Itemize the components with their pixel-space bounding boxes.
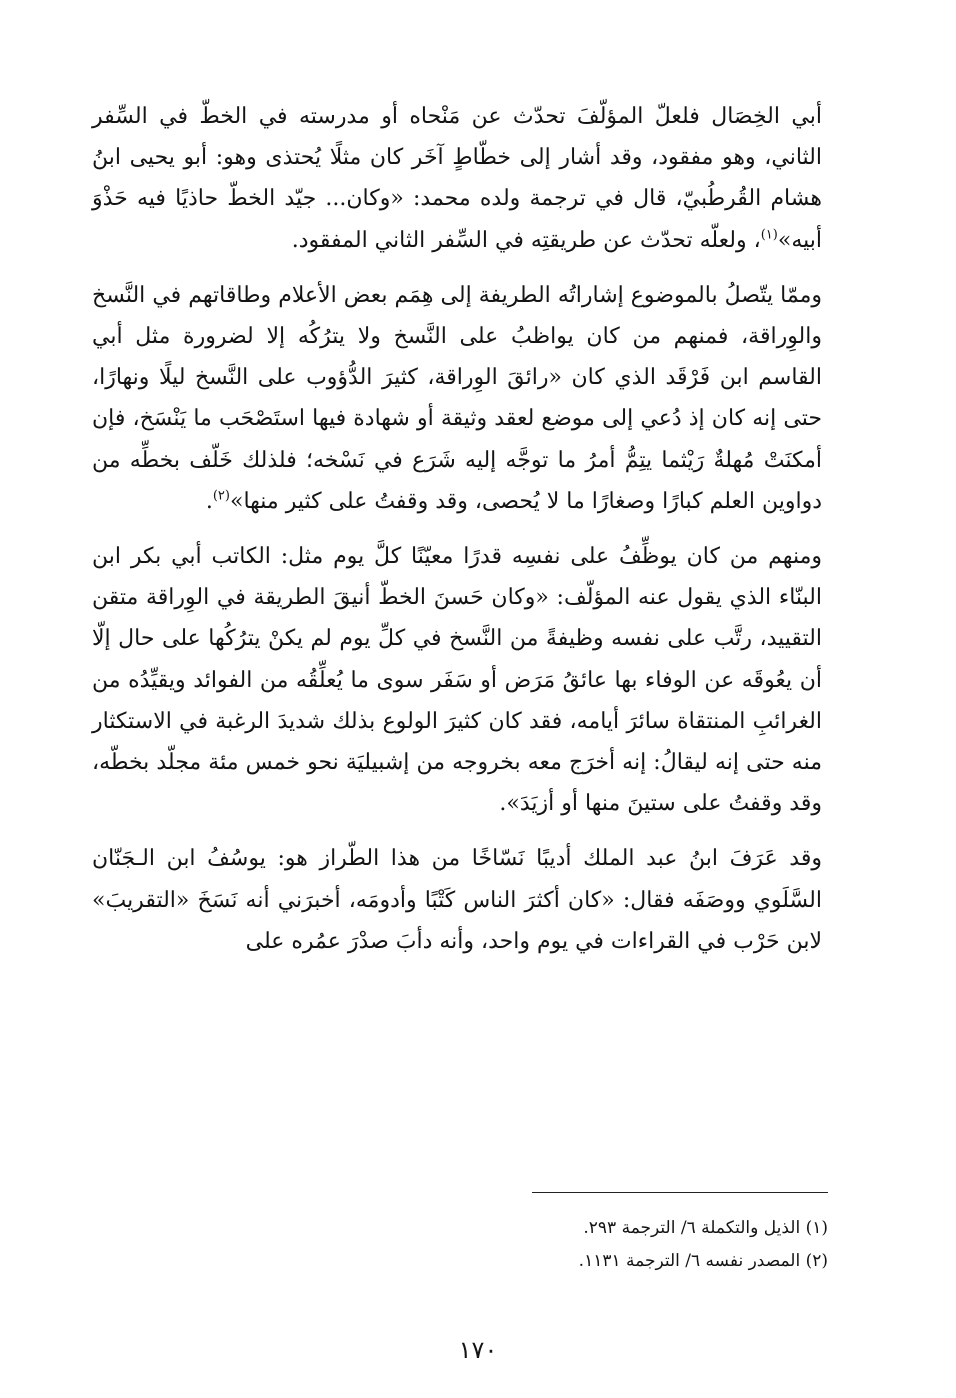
paragraph-2	[92, 275, 822, 522]
page-number: ١٧٠	[458, 1336, 498, 1364]
paragraph-4-text: وقد عَرَفَ ابنُ عبد الملك أديبًا نَسّاخًا من هذا الطّراز هو: يوسُفُ ابن الـجَنّان السَّلَوي ووصَفَه فقال: «كان أكثرَ الناس كَتْبًا وأدومَه، أخبرَني أنه نَسَخَ «التقريبَ» لابن حَرْب في القراءات في يوم واحد، وأنه دأبَ صدْرَ عمُره على	[92, 846, 822, 954]
paragraph-3	[92, 536, 822, 824]
footnote-2: (٢) المصدر نفسه ٦/ الترجمة ١١٣١.	[578, 1251, 828, 1271]
paragraph-1-tail: ، ولعلّه تحدّث عن طريقتِه في السِّفر الثاني المفقود.	[291, 227, 761, 253]
paragraph-3-text: ومنهم من كان يوظِّفُ على نفسِه قدرًا معيّنًا كلَّ يوم مثل: الكاتب أبي بكر ابن البنّاء الذي يقول عنه المؤلّف: «وكان حَسنَ الخطّ أنيقَ الطريقة في الوِراقة متقن التقييد، رتَّب على نفسه وظيفةً من النَّسخ في كلِّ يوم لم يكنْ يترُكُها على حال إلّا أن يعُوقَه عن الوفاء بها عائقُ مَرَض أو سَفَر سوى ما يُعلِّقُه من الفوائد ويقيِّدُه من الغرائبِ المنتقاة سائرَ أيامه، فقد كان كثيرَ الولوع بذلك شديدَ الرغبة في الاستكثار منه حتى إنه ليقالُ: إنه أخرَج معه بخروجه من إشبيليَة نحو خمس مئة مجلّد بخطّه، وقد وقفتُ على ستينَ منها أو أزيَدَ».	[92, 544, 822, 817]
paragraph-1-text: أبي الخِصَال فلعلّ المؤلّفَ تحدّث عن مَنْحاه أو مدرسته في الخطّ في السِّفر الثاني، وهو مفقود، وقد أشار إلى خطّاطٍ آخَر كان مثلًا يُحتذى وهو: أبو يحيى ابنُ هشام القُرطُبيّ، قال في ترجمة ولده محمد: «وكان... جيّد الخطّ حاذيًا فيه حَذْوَ أبيه»	[92, 104, 822, 253]
footnotes	[128, 1212, 828, 1278]
footnote-separator	[532, 1192, 828, 1193]
footnote-ref-1: (١)	[760, 227, 778, 243]
paragraph-4	[92, 838, 822, 962]
paragraph-1	[92, 96, 822, 261]
paragraph-2-tail: .	[205, 488, 213, 514]
footnote-ref-2: (٢)	[212, 488, 230, 504]
main-text	[92, 96, 822, 962]
paragraph-2-text: وممّا يتّصلُ بالموضوع إشاراتُه الطريفة إلى هِمَم بعض الأعلام وطاقاتهم في النَّسخ والوِراقة، فمنهم من كان يواظبُ على النَّسخ ولا يترُكُه إلا لضرورة مثل أبي القاسم ابن فَرْقَد الذي كان «رائقَ الوِراقة، كثيرَ الدُّؤوب على النَّسخ ليلًا ونهارًا، حتى إنه كان إذ دُعي إلى موضع لعقد وثيقة أو شهادة فيها استَصْحَب ما يَنْسَخ، فإن أمكنَتْ مُهلةٌ رَيْثما يتِمُّ أمرُ ما توجَّه إليه شَرَع في نَسْخه؛ فلذلك خَلّف بخطِّه من دواوين العلم كبارًا وصغارًا ما لا يُحصى، وقد وقفتُ على كثير منها»	[92, 282, 822, 514]
footnote-1: (١) الذيل والتكملة ٦/ الترجمة ٢٩٣.	[583, 1218, 828, 1238]
